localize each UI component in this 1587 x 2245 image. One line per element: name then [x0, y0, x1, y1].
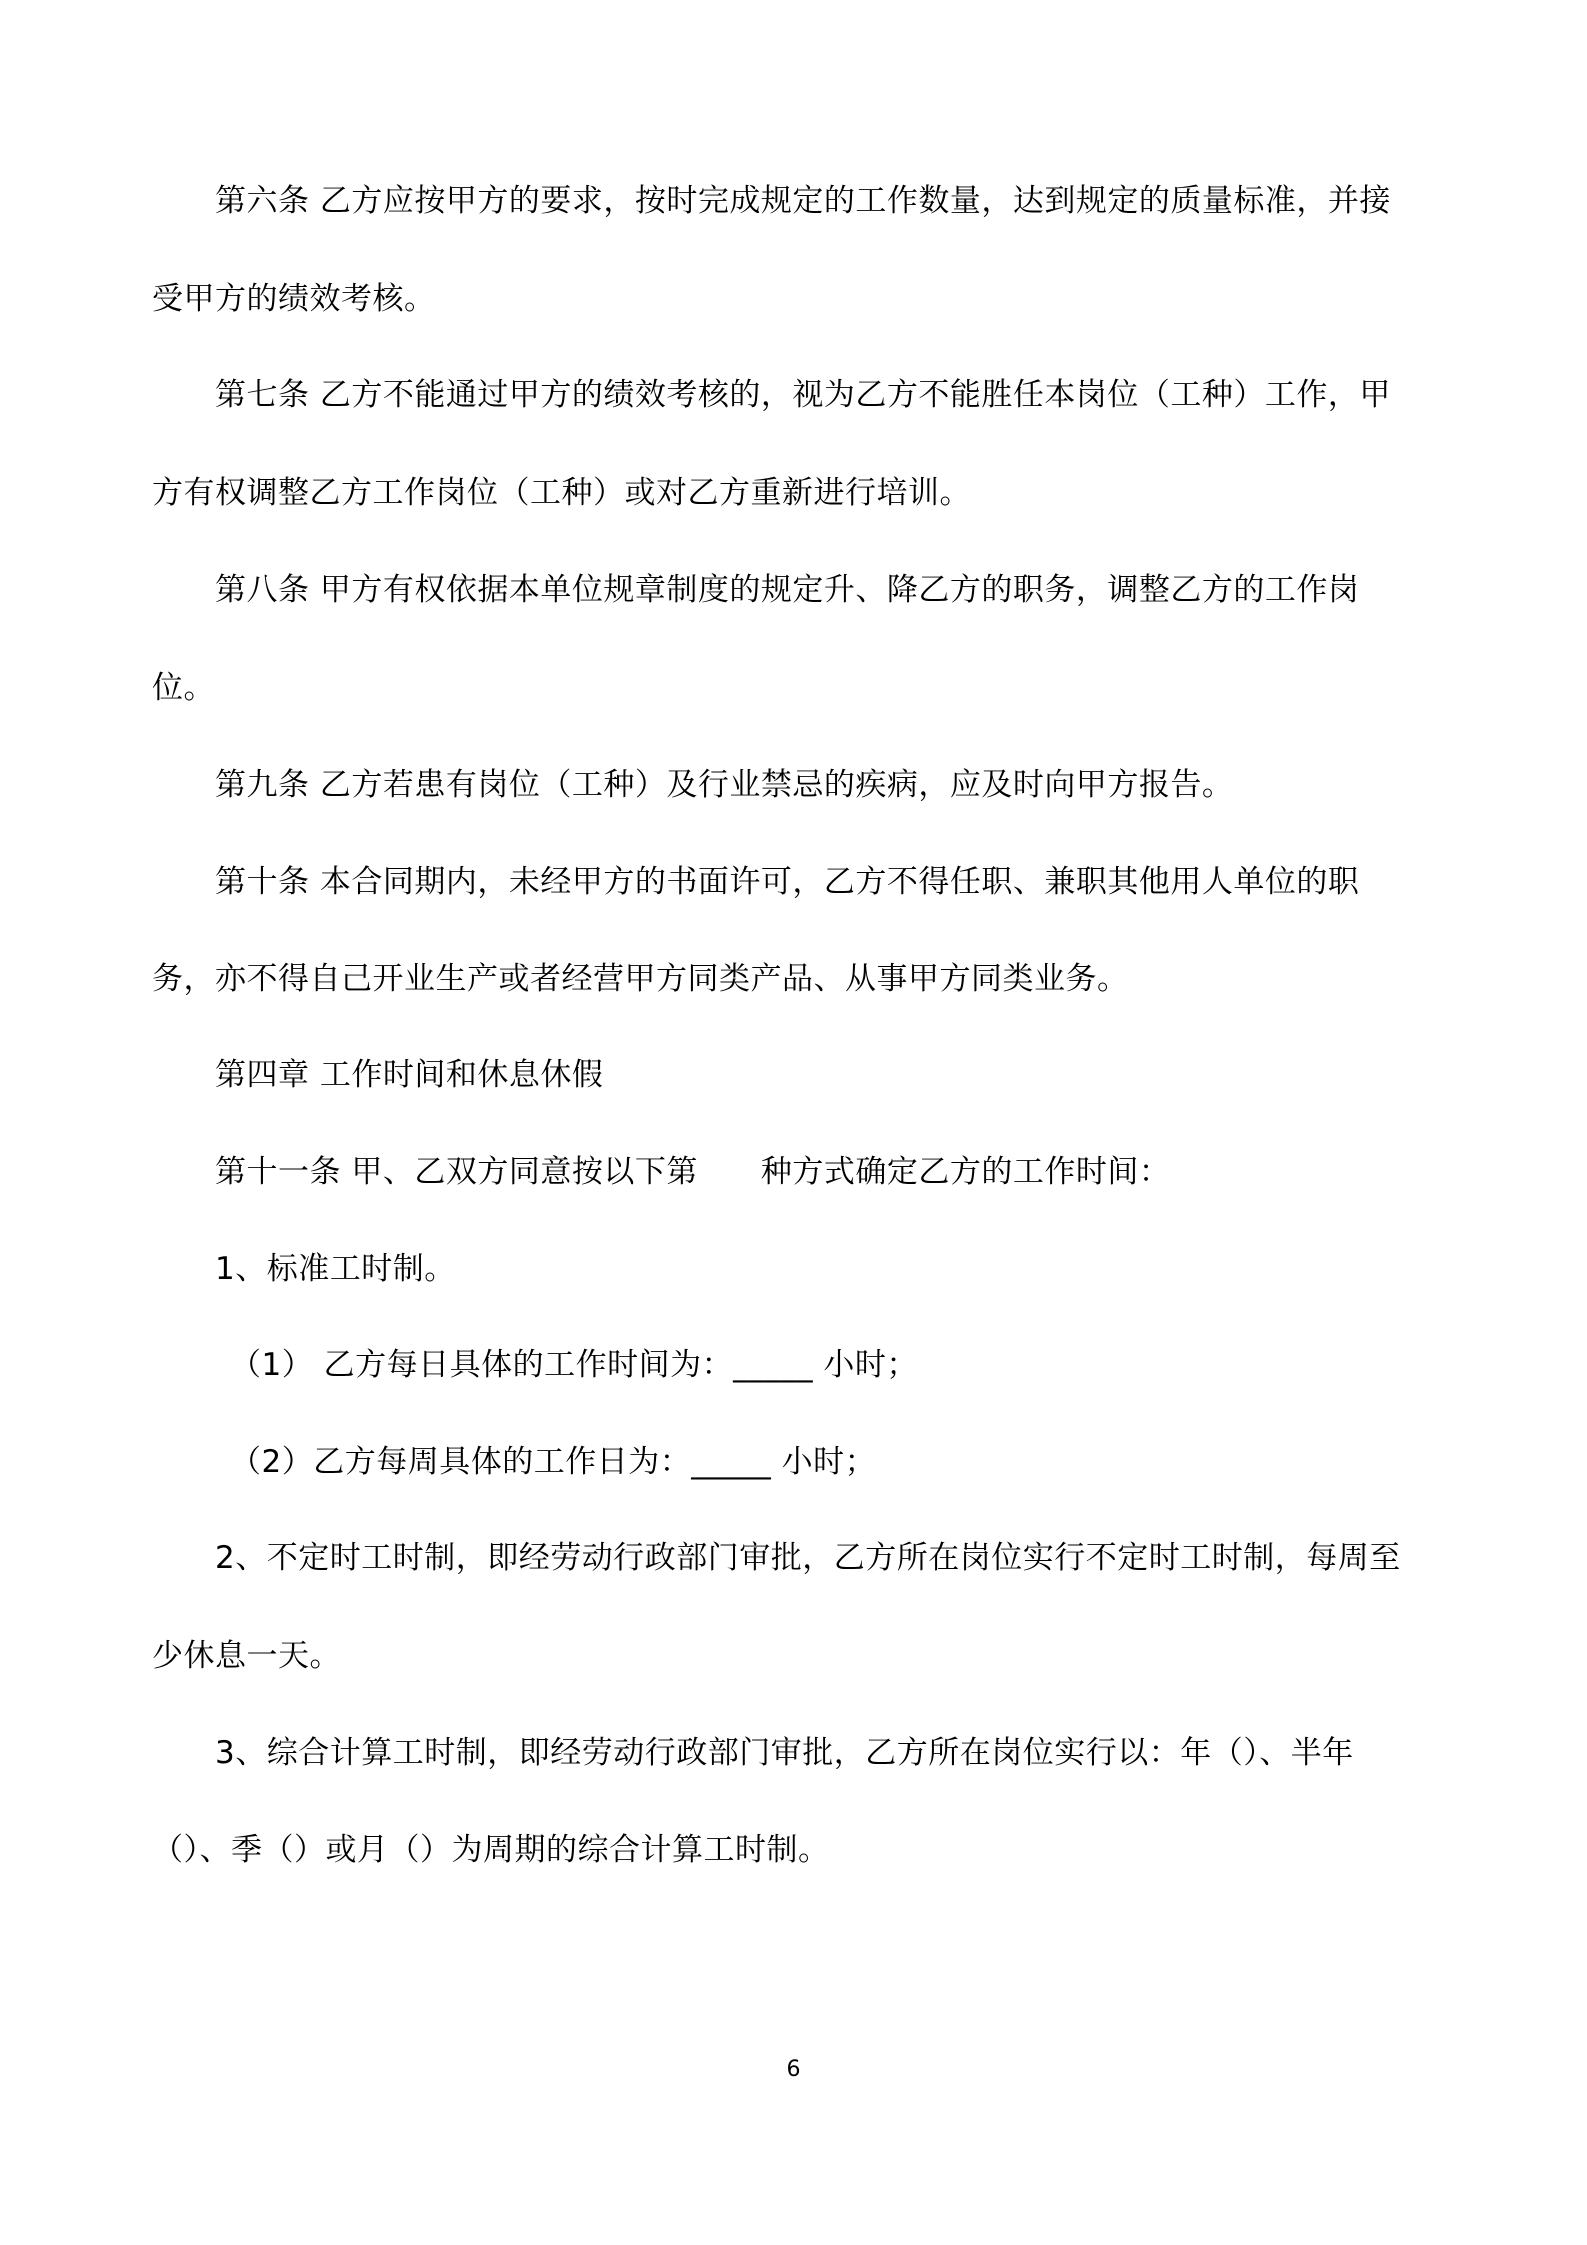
- article-9-line-1: 第九条 乙方若患有岗位（工种）及行业禁忌的疾病，应及时向甲方报告。: [215, 767, 1234, 803]
- article-8-line-1: 第八条 甲方有权依据本单位规章制度的规定升、降乙方的职务，调整乙方的工作岗: [215, 572, 1360, 608]
- item-1-sub-2: （2）乙方每周具体的工作日为：_____ 小时；: [230, 1444, 877, 1480]
- article-11-line-1: 第十一条 甲、乙双方同意按以下第 种方式确定乙方的工作时间：: [215, 1154, 1171, 1190]
- article-6-line-1: 第六条 乙方应按甲方的要求，按时完成规定的工作数量，达到规定的质量标准，并接: [215, 183, 1391, 219]
- article-8-line-2: 位。: [152, 670, 215, 706]
- item-2-line-2: 少休息一天。: [152, 1638, 341, 1674]
- item-2-line-1: 2、不定时工时制，即经劳动行政部门审批，乙方所在岗位实行不定时工时制，每周至: [215, 1540, 1401, 1576]
- article-10-line-1: 第十条 本合同期内，未经甲方的书面许可，乙方不得任职、兼职其他用人单位的职: [215, 864, 1360, 900]
- item-3-line-2: （）、季（）或月（）为周期的综合计算工时制。: [152, 1832, 830, 1868]
- item-1-standard-hours: 1、标准工时制。: [215, 1251, 456, 1287]
- article-7-line-1: 第七条 乙方不能通过甲方的绩效考核的，视为乙方不能胜任本岗位（工种）工作，甲: [215, 377, 1391, 413]
- item-3-line-1: 3、综合计算工时制，即经劳动行政部门审批，乙方所在岗位实行以：年（）、半年: [215, 1735, 1354, 1771]
- page-number: 6: [786, 2057, 801, 2082]
- item-1-sub-1: （1） 乙方每日具体的工作时间为：_____ 小时；: [230, 1347, 918, 1383]
- article-6-line-2: 受甲方的绩效考核。: [152, 281, 436, 317]
- chapter-4-heading: 第四章 工作时间和休息休假: [215, 1057, 604, 1093]
- article-10-line-2: 务，亦不得自己开业生产或者经营甲方同类产品、从事甲方同类业务。: [152, 961, 1129, 997]
- article-7-line-2: 方有权调整乙方工作岗位（工种）或对乙方重新进行培训。: [152, 475, 971, 511]
